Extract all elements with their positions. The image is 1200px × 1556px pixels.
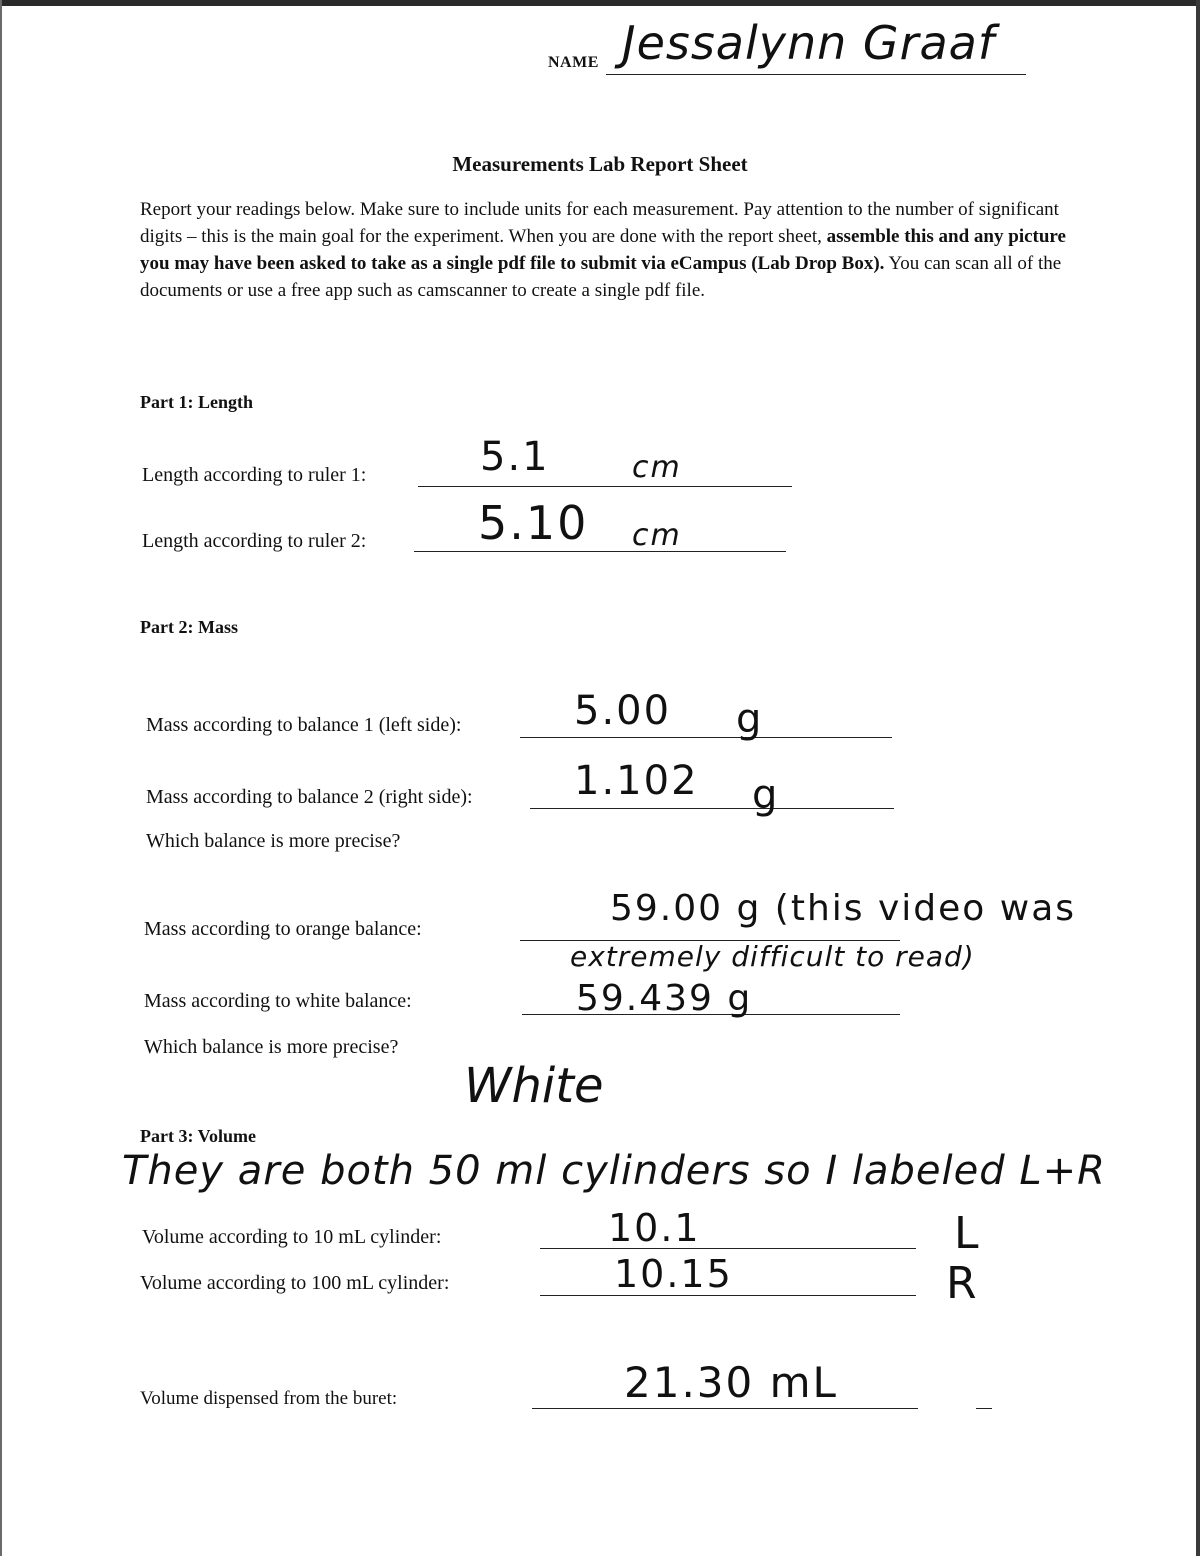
part1-heading: Part 1: Length: [140, 392, 253, 412]
instructions-text-2: You can scan all of the documents or use a free app such as camscanner to create a single pdf file.: [140, 253, 1062, 301]
name-underline: [606, 74, 1026, 75]
balance1-unit: g: [736, 696, 764, 742]
precision-answer-2: White: [464, 1058, 604, 1114]
cylinder10-side-label: L: [954, 1208, 981, 1259]
instructions-bold: assemble this and any picture you may have been asked to take as a single pdf file to submit via eCampus (Lab Drop Box).: [140, 226, 1066, 274]
instructions-paragraph: [140, 196, 1070, 304]
cylinder100-label: Volume according to 100 mL cylinder:: [140, 1272, 450, 1294]
ruler2-label: Length according to ruler 2:: [142, 530, 367, 552]
orange-balance-note: extremely difficult to read): [570, 940, 975, 973]
part3-handwritten-note: They are both 50 ml cylinders so I labeled L+R: [122, 1148, 1106, 1194]
ruler1-value: 5.1: [480, 434, 550, 480]
scan-edge-top: [0, 0, 1200, 6]
balance2-unit: g: [752, 772, 780, 818]
cylinder10-label: Volume according to 10 mL cylinder:: [142, 1226, 442, 1248]
buret-value: 21.30 mL: [624, 1358, 838, 1407]
white-balance-value: 59.439 g: [576, 978, 753, 1019]
buret-label: Volume dispensed from the buret:: [140, 1388, 398, 1409]
cylinder10-answer-line: [540, 1248, 916, 1249]
ruler2-answer-line: [414, 551, 786, 552]
balance1-label: Mass according to balance 1 (left side):: [146, 714, 462, 736]
cylinder10-value: 10.1: [608, 1206, 701, 1250]
name-label: NAME: [548, 54, 599, 71]
orange-balance-value: 59.00 g (this video was: [610, 888, 1077, 929]
orange-balance-label: Mass according to orange balance:: [144, 918, 422, 940]
precision-question-1: Which balance is more precise?: [146, 830, 401, 852]
cylinder100-value: 10.15: [614, 1252, 733, 1296]
buret-trailing-dash: [976, 1408, 992, 1409]
balance2-label: Mass according to balance 2 (right side):: [146, 786, 473, 808]
instructions-text-1: Report your readings below. Make sure to include units for each measurement. Pay attention to the number of significant digits – this is the main goal for the experiment. When you are done with the report sheet,: [140, 199, 1059, 247]
ruler2-value: 5.10: [478, 496, 589, 550]
page-title: Measurements Lab Report Sheet: [452, 152, 748, 176]
student-name-handwritten: Jessalynn Graaf: [622, 16, 996, 70]
ruler2-unit: cm: [632, 518, 682, 553]
ruler1-unit: cm: [632, 450, 682, 485]
precision-question-2: Which balance is more precise?: [144, 1036, 399, 1058]
buret-answer-line: [532, 1408, 918, 1409]
scan-edge-right: [1196, 0, 1200, 1556]
scan-edge-left: [0, 0, 2, 1556]
balance2-value: 1.102: [574, 758, 699, 804]
ruler1-answer-line: [418, 486, 792, 487]
cylinder100-side-label: R: [946, 1258, 979, 1309]
balance2-answer-line: [530, 808, 894, 809]
white-balance-label: Mass according to white balance:: [144, 990, 412, 1012]
ruler1-label: Length according to ruler 1:: [142, 464, 367, 486]
balance1-answer-line: [520, 737, 892, 738]
part3-heading: Part 3: Volume: [140, 1126, 256, 1146]
part2-heading: Part 2: Mass: [140, 617, 238, 637]
balance1-value: 5.00: [574, 688, 672, 734]
